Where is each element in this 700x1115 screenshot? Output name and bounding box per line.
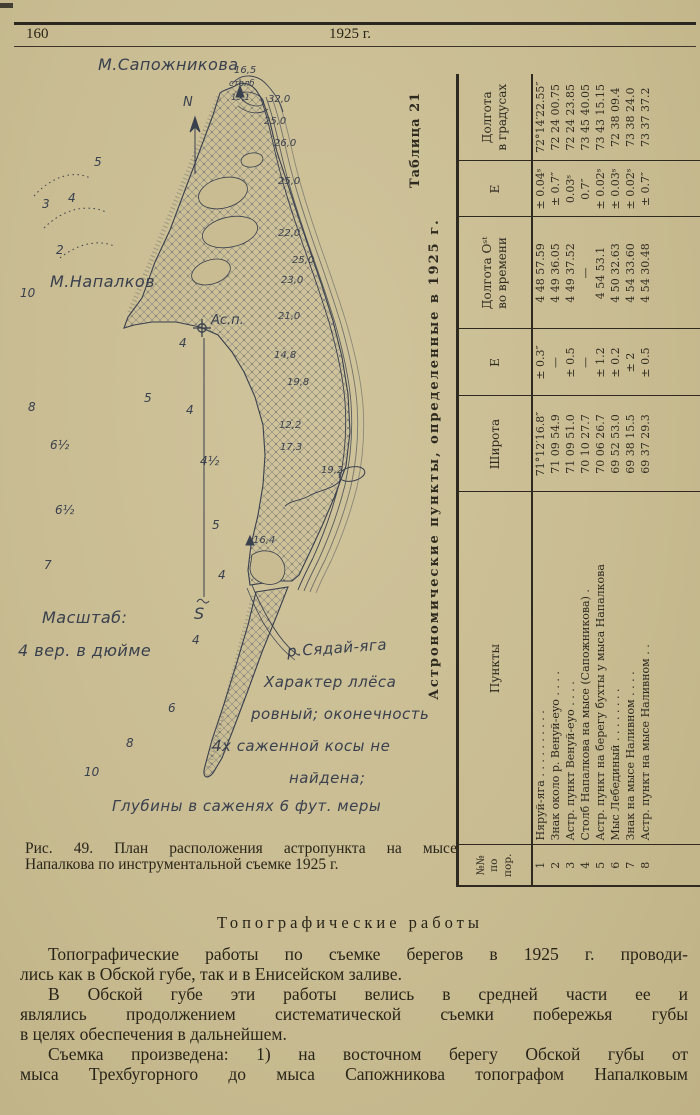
table-cell: 5 (594, 861, 607, 869)
table-cell: 72°14′22.55″ (532, 74, 548, 161)
table-cell: 71°12′16.8″ (532, 396, 548, 492)
body-line: мыса Трехбугорного до мыса Сапожникова топографом Напалковым (20, 1064, 688, 1084)
map-label: 8 (126, 736, 134, 750)
table-cell: 71 09 54.9 (548, 396, 563, 492)
column-header: №№ по пор. (458, 845, 533, 886)
table-row (608, 74, 623, 886)
map-label: 4 (218, 568, 226, 582)
map-label: 5 (212, 518, 220, 532)
map-label: 6½ (50, 438, 70, 452)
table-cell: 7 (624, 861, 637, 869)
body-line: Съемка произведена: 1) на восточном берегу Обской губы от (48, 1044, 688, 1064)
table-cell: Мыс Лебединый . . . . . . . . (608, 492, 623, 845)
map-label: 6 (168, 701, 176, 715)
table-cell: 70 06 26.7 (593, 396, 608, 492)
figure-caption-line2: Напалкова по инструментальной съемке 1925 г. (25, 856, 339, 874)
astro-table-rotated-wrap (456, 75, 700, 887)
table-cell: 3 (564, 861, 577, 869)
map-label: 17,3 (280, 442, 303, 453)
table-cell: Знак около р. Венуй-еуо . . . . (548, 492, 563, 845)
table-cell: — (548, 329, 563, 396)
table-filler-row (653, 74, 700, 886)
body-line: в целях обеспечения в дальнейшем. (20, 1024, 287, 1044)
table-cell: Столб Напалкова на мысе (Сапожникова) . (578, 492, 593, 845)
table-cell: Знак на мысе Наливном . . . . (623, 492, 638, 845)
map-label: N (183, 95, 194, 110)
table-cell: 4 50 32.63 (608, 217, 623, 329)
map-label: 25,0 (264, 116, 287, 127)
table-cell: ± 0.02ˢ (623, 161, 638, 217)
map-label: 23,0 (281, 275, 304, 286)
map-label: найдена; (289, 769, 366, 787)
table-cell: 69 38 15.5 (623, 396, 638, 492)
table-side-title: Астрономические пункты, определенные в 1925 г. (427, 218, 442, 700)
table-cell: 73 43 15.15 (593, 74, 608, 161)
column-header: Долгота Оˢᵗ во времени (458, 217, 533, 329)
table-cell: 4 54 30.48 (638, 217, 653, 329)
map-label: ровный; оконечность (251, 705, 430, 723)
table-cell: ± 0.7″ (638, 161, 653, 217)
table-cell: 4 49 36.05 (548, 217, 563, 329)
map-label: 4 (192, 633, 200, 647)
table-cell: ± 0.03ˢ (608, 161, 623, 217)
table-row (563, 74, 578, 886)
map-label: 32,0 (268, 94, 291, 105)
body-text (20, 944, 688, 1084)
map-label: 4 (68, 191, 76, 205)
meridian-curl (197, 599, 209, 603)
map-label: М.Сапожникова (98, 55, 239, 74)
table-cell: 72 24 00.75 (548, 74, 563, 161)
map-label: 25,0 (292, 255, 315, 266)
map-label: 6½ (55, 503, 75, 517)
map-label: 12,2 (279, 420, 302, 431)
table-cell: ± 0.5 (638, 329, 653, 396)
map-label: 4 (186, 403, 194, 417)
map-label: S (194, 604, 205, 623)
table-cell: ± 0.3″ (532, 329, 548, 396)
map-label: 22,0 (278, 228, 301, 239)
table-cell: 73 37 37.2 (638, 74, 653, 161)
table-cell: 73 45 40.05 (578, 74, 593, 161)
table-cell: 73 38 24.0 (623, 74, 638, 161)
astro-table-body (532, 74, 700, 886)
map-label: 16,4 (253, 535, 276, 546)
table-cell: 4 48 57.59 (532, 217, 548, 329)
table-cell: 4 49 37.52 (563, 217, 578, 329)
column-header: Пункты (458, 492, 533, 845)
column-header: E (458, 161, 533, 217)
column-header: E (458, 329, 533, 396)
map-label: 16,5 (234, 65, 257, 76)
map-label: 19,1 (231, 93, 250, 103)
map-label: 14,8 (274, 350, 297, 361)
map-label: Характер ллёса (264, 673, 397, 691)
figure-caption (25, 841, 457, 874)
map-label: 19,2 (321, 465, 344, 476)
table-cell: Астр. пункт на мысе Наливном . . (638, 492, 653, 845)
map-label: 21,0 (278, 311, 301, 322)
table-cell: 4 54 33.60 (623, 217, 638, 329)
map-label: 2 (56, 243, 64, 257)
table-cell: 72 38 09.4 (608, 74, 623, 161)
table-cell: 6 (609, 861, 622, 869)
coastline-upper-land (124, 83, 350, 585)
table-cell: 0.7″ (578, 161, 593, 217)
map-label: 10 (20, 286, 36, 300)
running-head-year: 1925 г. (329, 26, 371, 42)
map-label: р.Сядай-яга (286, 635, 388, 661)
body-line: лись как в Обской губе, так и в Енисейском заливе. (20, 964, 402, 984)
table-cell: ± 0.7″ (548, 161, 563, 217)
body-line: В Обской губе эти работы велись в средней части ее и (48, 984, 688, 1004)
map-label: М.Напалков (50, 272, 156, 291)
astro-points-table (456, 74, 700, 887)
table-row (532, 74, 548, 886)
map-label: столб (229, 79, 255, 89)
table-cell: ± 2 (623, 329, 638, 396)
table-cell: 0.03ˢ (563, 161, 578, 217)
table-cell: 69 52 53.0 (608, 396, 623, 492)
map-label: 4х саженной косы не (212, 737, 391, 755)
map-label: 26,0 (274, 138, 297, 149)
table-row (548, 74, 563, 886)
map-label: 10 (84, 765, 100, 779)
map-label: 7 (44, 558, 52, 572)
table-row (578, 74, 593, 886)
map-label: Ас.п. (211, 313, 244, 328)
table-cell: 70 10 27.7 (578, 396, 593, 492)
body-line: Топографические работы по съемке берегов в 1925 г. проводи- (48, 944, 688, 964)
map-label: 5 (144, 391, 152, 405)
table-cell: Астр. пункт на берегу бухты у мыса Напалкова (593, 492, 608, 845)
table-cell: 71 09 51.0 (563, 396, 578, 492)
table-cell: 1 (534, 861, 547, 869)
table-cell: 8 (639, 861, 652, 869)
map-label: 25,0 (278, 176, 301, 187)
table-row (638, 74, 653, 886)
table-cell: ± 0.5 (563, 329, 578, 396)
map-label: 19,8 (287, 377, 310, 388)
table-cell: — (578, 217, 593, 329)
table-cell: ± 0.04ˢ (532, 161, 548, 217)
table-cell: 4 (579, 861, 592, 869)
section-heading: Топографические работы (217, 913, 483, 932)
dotted-contours (34, 175, 114, 258)
map-label: 5 (94, 155, 102, 169)
table-title: Таблица 21 (408, 91, 423, 188)
table-cell: 72 24 23.85 (563, 74, 578, 161)
map-label: Масштаб: (42, 608, 128, 627)
table-cell: ± 0.02ˢ (593, 161, 608, 217)
table-cell: Няруй-яга . . . . . . . . . . (532, 492, 548, 845)
table-cell: 2 (549, 861, 562, 869)
figure-caption-line1: Рис. 49. План расположения астропункта на мысе (25, 840, 457, 857)
map-label: Глубины в саженях 6 фут. меры (112, 797, 382, 815)
map-label: 4 (179, 336, 187, 350)
table-cell: Астр. пункт Венуй-еуо . . . . (563, 492, 578, 845)
map-label: 8 (28, 400, 36, 414)
map-label: 3 (42, 197, 50, 211)
column-header: Широта (458, 396, 533, 492)
table-cell: — (578, 329, 593, 396)
table-row (593, 74, 608, 886)
column-header: Долгота в градусах (458, 74, 533, 161)
table-cell: ± 1.2 (593, 329, 608, 396)
table-row (623, 74, 638, 886)
map-label: 4 вер. в дюйме (18, 641, 152, 660)
map-label: 4½ (200, 454, 220, 468)
body-line: являлись продолжением систематической съемки побережья губы (20, 1004, 688, 1024)
table-cell: 69 37 29.3 (638, 396, 653, 492)
table-cell: ± 0.2 (608, 329, 623, 396)
astro-table-header-row (458, 74, 533, 886)
table-cell: 4 54 53.1 (593, 217, 608, 329)
page-number: 160 (26, 26, 49, 42)
